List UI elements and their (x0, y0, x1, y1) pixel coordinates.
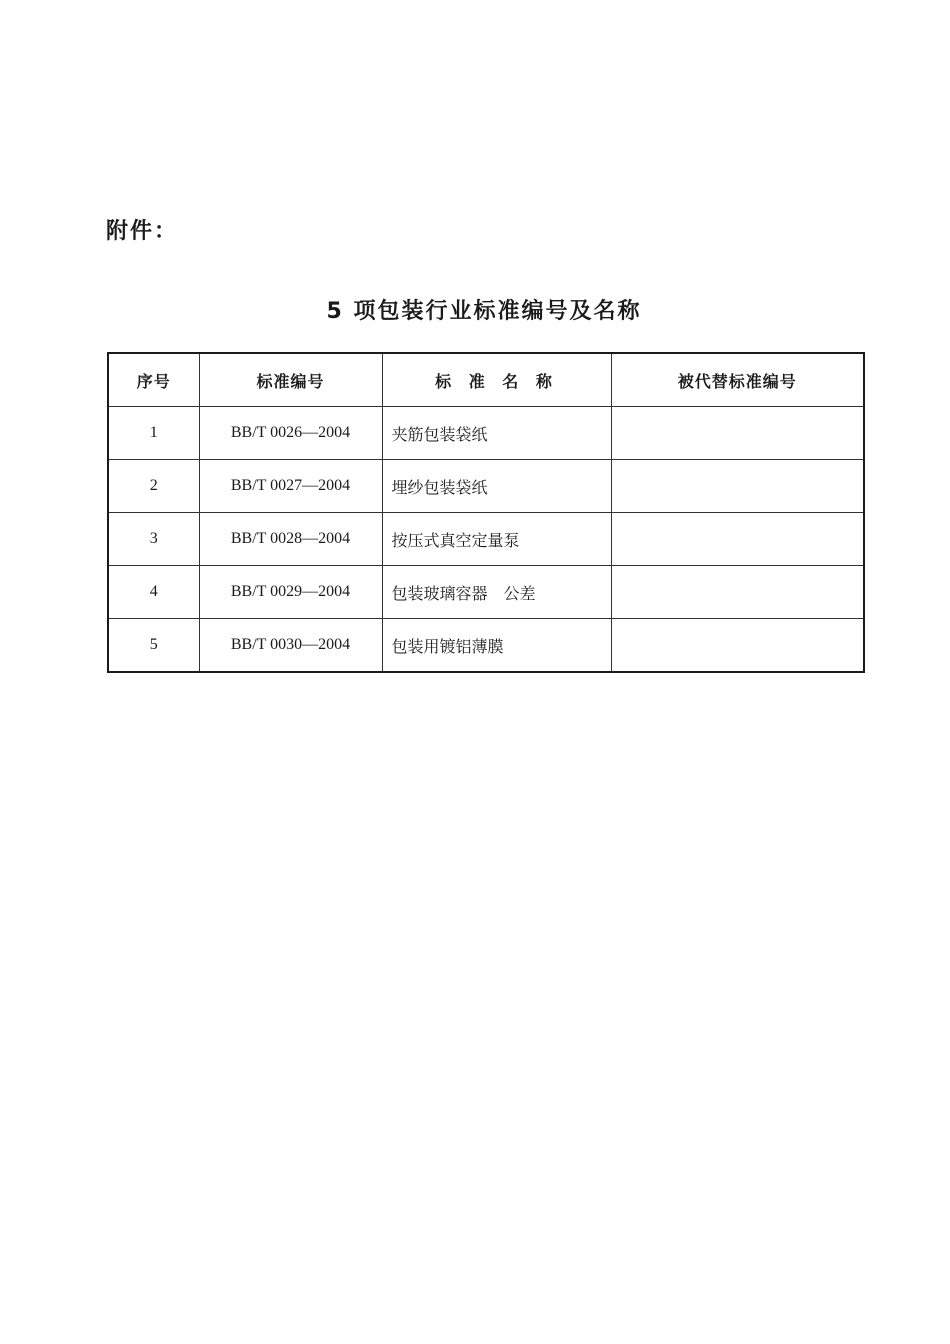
cell-code: BB/T 0029—2004 (199, 566, 382, 619)
table-row (108, 460, 864, 513)
header-seq: 序号 (108, 353, 199, 407)
cell-replaced (611, 407, 864, 460)
cell-replaced (611, 513, 864, 566)
header-replaced: 被代替标准编号 (611, 353, 864, 407)
table-row (108, 566, 864, 619)
cell-seq: 1 (108, 407, 199, 460)
cell-replaced (611, 460, 864, 513)
header-name: 标 准 名 称 (382, 353, 611, 407)
document-title: 5 项包装行业标准编号及名称 (326, 299, 642, 324)
attachment-label: 附件： (106, 219, 179, 244)
table-row (108, 619, 864, 673)
cell-name: 夹筋包装袋纸 (382, 407, 611, 460)
table-row (108, 407, 864, 460)
cell-replaced (611, 566, 864, 619)
table-row (108, 513, 864, 566)
cell-code: BB/T 0026—2004 (199, 407, 382, 460)
cell-seq: 4 (108, 566, 199, 619)
cell-code: BB/T 0030—2004 (199, 619, 382, 673)
cell-name: 埋纱包装袋纸 (382, 460, 611, 513)
cell-code: BB/T 0027—2004 (199, 460, 382, 513)
cell-name: 包装用镀铝薄膜 (382, 619, 611, 673)
standards-table (107, 352, 865, 673)
cell-seq: 3 (108, 513, 199, 566)
cell-name: 包装玻璃容器 公差 (382, 566, 611, 619)
header-code: 标准编号 (199, 353, 382, 407)
cell-name: 按压式真空定量泵 (382, 513, 611, 566)
cell-replaced (611, 619, 864, 673)
table-header-row (108, 353, 864, 407)
cell-seq: 2 (108, 460, 199, 513)
cell-code: BB/T 0028—2004 (199, 513, 382, 566)
cell-seq: 5 (108, 619, 199, 673)
